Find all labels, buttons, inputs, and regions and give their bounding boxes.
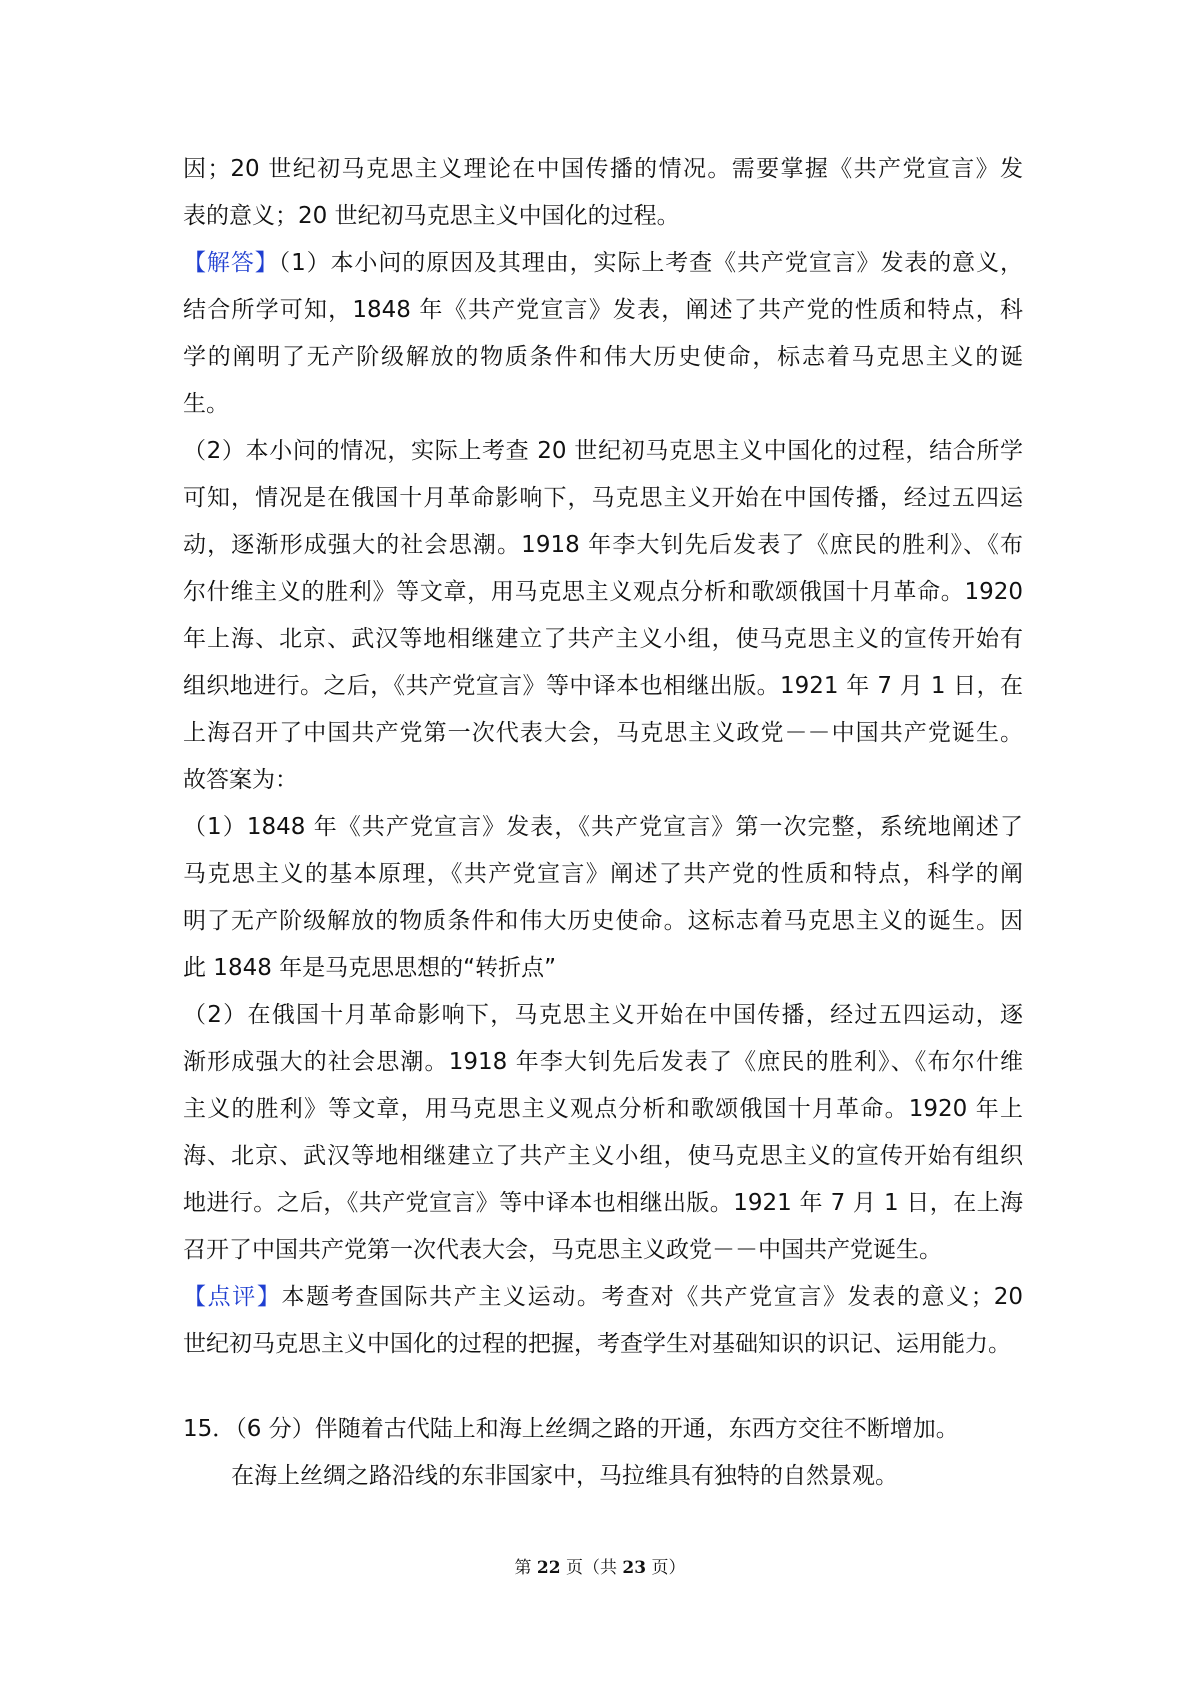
answer-line: 明了无产阶级解放的物质条件和伟大历史使命。这标志着马克思主义的诞生。因: [183, 908, 1023, 934]
question-15-stem: 15．（6 分）伴随着古代陆上和海上丝绸之路的开通，东西方交往不断增加。: [183, 1416, 959, 1442]
jieda-line: 上海召开了中国共产党第一次代表大会，马克思主义政党－－中国共产党诞生。: [183, 720, 1023, 746]
jieda-line: 组织地进行。之后，《共产党宣言》等中译本也相继出版。1921 年 7 月 1 日，在: [183, 673, 1023, 699]
dianping-line: [183, 1274, 1023, 1321]
dianping-line: 世纪初马克思主义中国化的过程的把握，考查学生对基础知识的识记、运用能力。: [183, 1331, 1011, 1357]
jieda-line: 学的阐明了无产阶级解放的物质条件和伟大历史使命，标志着马克思主义的诞: [183, 344, 1023, 370]
jieda-label: 【解答】: [183, 250, 279, 276]
answer-line: 渐形成强大的社会思潮。1918 年李大钊先后发表了《庶民的胜利》、《布尔什维: [183, 1049, 1023, 1075]
answer-line: 召开了中国共产党第一次代表大会，马克思主义政党－－中国共产党诞生。: [183, 1237, 942, 1263]
answer-line: （1）1848 年《共产党宣言》发表，《共产党宣言》第一次完整，系统地阐述了: [183, 814, 1023, 840]
section-spacer: [183, 1368, 1023, 1406]
jieda-line: （2）本小问的情况，实际上考查 20 世纪初马克思主义中国化的过程，结合所学: [183, 438, 1023, 464]
page-content: [183, 146, 1023, 1500]
jieda-line: 尔什维主义的胜利》等文章，用马克思主义观点分析和歌颂俄国十月革命。1920: [183, 579, 1023, 605]
jieda-line: 结合所学可知，1848 年《共产党宣言》发表，阐述了共产党的性质和特点，科: [183, 297, 1023, 323]
jieda-line: 年上海、北京、武汉等地相继建立了共产主义小组，使马克思主义的宣传开始有: [183, 626, 1023, 652]
answer-line: 马克思主义的基本原理，《共产党宣言》阐述了共产党的性质和特点，科学的阐: [183, 861, 1023, 887]
page-footer: [0, 1553, 1200, 1578]
jieda-line: 动，逐渐形成强大的社会思潮。1918 年李大钊先后发表了《庶民的胜利》、《布: [183, 532, 1023, 558]
footer-page-number: 22: [536, 1558, 561, 1578]
answer-line: 此 1848 年是马克思思想的“转折点”: [183, 955, 556, 981]
answer-line: 地进行。之后，《共产党宣言》等中译本也相继出版。1921 年 7 月 1 日，在上海: [183, 1190, 1023, 1216]
jieda-line: 生。: [183, 391, 229, 417]
answer-line: 主义的胜利》等文章，用马克思主义观点分析和歌颂俄国十月革命。1920 年上: [183, 1096, 1023, 1122]
intro-line: 因；20 世纪初马克思主义理论在中国传播的情况。需要掌握《共产党宣言》发: [183, 156, 1023, 182]
jieda-line: 可知，情况是在俄国十月革命影响下，马克思主义开始在中国传播，经过五四运: [183, 485, 1023, 511]
jieda-line: [183, 240, 1023, 287]
intro-line: 表的意义；20 世纪初马克思主义中国化的过程。: [183, 203, 680, 229]
footer-total-pages: 23: [622, 1558, 647, 1578]
footer-suffix: 页）: [646, 1558, 686, 1578]
footer-prefix: 第: [514, 1558, 537, 1578]
answer-intro: 故答案为：: [183, 767, 298, 793]
answer-line: （2）在俄国十月革命影响下，马克思主义开始在中国传播，经过五四运动，逐: [183, 1002, 1023, 1028]
dianping-label: 【点评】: [183, 1284, 282, 1310]
answer-line: 海、北京、武汉等地相继建立了共产主义小组，使马克思主义的宣传开始有组织: [183, 1143, 1023, 1169]
jieda-text: （1）本小问的原因及其理由，实际上考查《共产党宣言》发表的意义，: [278, 250, 1023, 276]
question-15-context: 在海上丝绸之路沿线的东非国家中，马拉维具有独特的自然景观。: [231, 1463, 898, 1489]
dianping-text: 本题考查国际共产主义运动。考查对《共产党宣言》发表的意义；20: [281, 1284, 1023, 1310]
footer-middle: 页（共: [560, 1558, 623, 1578]
